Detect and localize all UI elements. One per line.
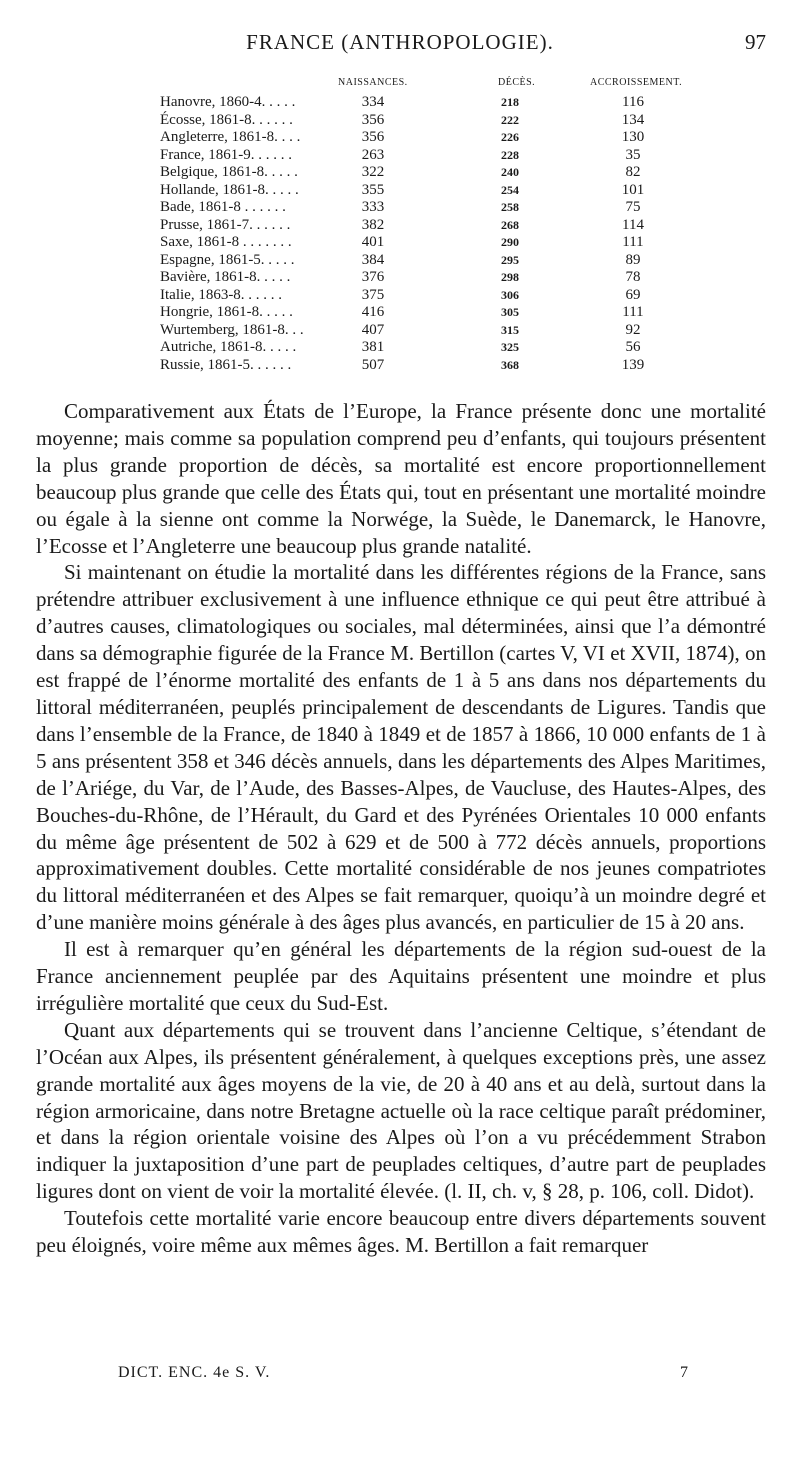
- cell-deces: 254: [501, 182, 519, 197]
- table-row: [160, 217, 720, 235]
- cell-deces: 218: [501, 95, 519, 109]
- cell-naissances: 376: [361, 269, 385, 285]
- cell-deces: 222: [501, 112, 519, 127]
- table-row: [160, 252, 720, 270]
- cell-naissances: 382: [361, 216, 385, 233]
- cell-pays: Saxe, 1861-8 . . . . . . .: [160, 234, 292, 250]
- paragraph: Il est à remarquer qu’en général les départements de la région sud-ouest de la France anciennement peuplée par des Aquitains présentent une moindre et plus irrégulière mortalité que ceux du Sud-Est.: [36, 937, 766, 1015]
- table-row: [160, 129, 720, 147]
- cell-deces: 306: [501, 287, 519, 302]
- column-header-naissances: NAISSANCES.: [338, 77, 408, 88]
- page-number: 97: [745, 30, 766, 54]
- table-row: [160, 112, 720, 130]
- signature-mark: DICT. ENC. 4e S. V.: [118, 1364, 271, 1381]
- table-row: [160, 304, 720, 322]
- cell-naissances: 322: [361, 164, 385, 180]
- cell-pays: Italie, 1863-8. . . . . .: [160, 286, 283, 303]
- cell-deces: 226: [501, 130, 519, 144]
- cell-accroissement: 69: [625, 286, 641, 303]
- cell-deces: 258: [501, 200, 519, 214]
- cell-deces: 290: [501, 235, 519, 249]
- cell-deces: 295: [501, 252, 519, 267]
- cell-accroissement: 56: [625, 339, 641, 355]
- body-text: [36, 398, 766, 1259]
- cell-accroissement: 134: [621, 111, 645, 128]
- table-row: [160, 234, 720, 252]
- cell-deces: 325: [501, 340, 519, 354]
- cell-pays: Bade, 1861-8 . . . . . .: [160, 199, 286, 215]
- paragraph: Comparativement aux États de l’Europe, la France présente donc une mortalité moyenne; mais comme sa population comprend peu d’enfants, qui toujours présentent la plus grande proportion de décès, sa mortalité est encore proportionnellement beaucoup plus grande que celle des États qui, tout en présentant une mortalité moindre ou égale à la sienne ont comme la Norwége, la Suède, le Danemarck, le Hanovre, l’Ecosse et l’Angleterre une beaucoup plus grande natalité.: [36, 399, 766, 558]
- cell-pays: Angleterre, 1861-8. . . .: [160, 129, 301, 145]
- cell-deces: 368: [501, 357, 519, 372]
- cell-naissances: 507: [361, 356, 385, 373]
- table-row: [160, 94, 720, 112]
- sheet-number: 7: [680, 1364, 688, 1381]
- cell-pays: Espagne, 1861-5. . . . .: [160, 251, 295, 268]
- cell-naissances: 401: [361, 234, 385, 250]
- cell-naissances: 263: [361, 146, 385, 163]
- cell-naissances: 407: [361, 321, 385, 338]
- table-header: [160, 74, 720, 94]
- cell-accroissement: 130: [621, 129, 645, 145]
- cell-deces: 305: [501, 305, 519, 319]
- paragraph: Quant aux départements qui se trouvent dans l’ancienne Celtique, s’étendant de l’Océan aux Alpes, ils présentent généralement, à quelques exceptions près, une assez grande mortalité aux âges moyens de la vie, de 20 à 40 ans et au delà, surtout dans la région armoricaine, dans notre Bretagne actuelle où la race celtique paraît prédominer, et dans la région orientale voisine des Alpes où l’on a vu précédemment Strabon indiquer la juxtaposition d’une part de peuplades celtiques, d’autre part de peuplades ligures dont on vient de voir la mortalité élevée. (l. II, ch. v, § 28, p. 106, coll. Didot).: [36, 1017, 766, 1204]
- cell-naissances: 381: [361, 339, 385, 355]
- cell-pays: Hongrie, 1861-8. . . . .: [160, 304, 293, 320]
- table-row: [160, 182, 720, 200]
- page-footer: [118, 1364, 688, 1388]
- cell-accroissement: 35: [625, 146, 641, 163]
- cell-pays: Wurtemberg, 1861-8. . .: [160, 321, 304, 338]
- cell-deces: 240: [501, 165, 519, 179]
- cell-naissances: 334: [361, 94, 385, 110]
- cell-accroissement: 111: [622, 304, 644, 320]
- paragraph: Toutefois cette mortalité varie encore beaucoup entre divers départements souvent peu éloignés, voire même aux mêmes âges. M. Bertillon a fait remarquer: [36, 1206, 766, 1258]
- table-row: [160, 322, 720, 340]
- cell-deces: 228: [501, 147, 519, 162]
- table-row: [160, 164, 720, 182]
- cell-accroissement: 114: [622, 216, 644, 233]
- table-body: [160, 94, 720, 374]
- table-row: [160, 269, 720, 287]
- cell-naissances: 356: [361, 111, 385, 128]
- running-title: FRANCE (ANTHROPOLOGIE).: [246, 30, 554, 54]
- cell-pays: Russie, 1861-5. . . . . .: [160, 356, 292, 373]
- cell-accroissement: 92: [625, 321, 641, 338]
- column-header-deces: DÉCÈS.: [498, 77, 536, 88]
- cell-accroissement: 82: [625, 164, 641, 180]
- cell-naissances: 384: [361, 251, 385, 268]
- column-header-accroissement: ACCROISSEMENT.: [590, 77, 683, 88]
- page-header: [0, 30, 800, 60]
- cell-naissances: 355: [361, 181, 385, 198]
- table-row: [160, 357, 720, 375]
- paragraph: Si maintenant on étudie la mortalité dans les différentes régions de la France, sans prétendre attribuer exclusivement à une influence ethnique ce qui peut être attribué à d’autres causes, climatologiques ou sociales, mal déterminées, ainsi que l’a démontré dans sa démographie figurée de la France M. Bertillon (cartes V, VI et XVII, 1874), on est frappé de l’énorme mortalité des enfants de 1 à 5 ans dans nos départements du littoral méditerranéen, peuplés principalement de descendants de Ligures. Tandis que dans l’ensemble de la France, de 1840 à 1849 et de 1857 à 1866, 10 000 enfants de 1 à 5 ans présentent 358 et 346 décès annuels, dans les départements des Alpes Maritimes, de l’Ariége, du Var, de l’Aude, des Basses-Alpes, de Vaucluse, des Hautes-Alpes, des Bouches-du-Rhône, de l’Hérault, du Gard et des Pyrénées Orientales 10 000 enfants du même âge présentent de 502 à 629 et de 500 à 772 décès annuels, proportions approximativement doubles. Cette mortalité considérable de nos jeunes compatriotes du littoral méditerranéen et des Alpes se fait remarquer, quoiqu’à un moindre degré et d’une manière moins générale à des âges plus avancés, en particulier de 15 à 20 ans.: [36, 560, 766, 935]
- cell-pays: Écosse, 1861-8. . . . . .: [160, 111, 293, 128]
- cell-accroissement: 101: [621, 181, 645, 198]
- cell-pays: Bavière, 1861-8. . . . .: [160, 269, 291, 285]
- cell-pays: Autriche, 1861-8. . . . .: [160, 339, 297, 355]
- cell-deces: 298: [501, 270, 519, 284]
- cell-accroissement: 78: [625, 269, 641, 285]
- cell-naissances: 416: [361, 304, 385, 320]
- cell-pays: Hanovre, 1860-4. . . . .: [160, 94, 296, 110]
- table-row: [160, 147, 720, 165]
- cell-accroissement: 116: [622, 94, 644, 110]
- cell-naissances: 333: [361, 199, 385, 215]
- table-row: [160, 339, 720, 357]
- statistics-table: [160, 74, 720, 374]
- cell-accroissement: 139: [621, 356, 645, 373]
- cell-pays: France, 1861-9. . . . . .: [160, 146, 293, 163]
- table-row: [160, 199, 720, 217]
- cell-deces: 268: [501, 217, 519, 232]
- cell-accroissement: 111: [622, 234, 644, 250]
- cell-deces: 315: [501, 322, 519, 337]
- cell-pays: Hollande, 1861-8. . . . .: [160, 181, 299, 198]
- cell-pays: Belgique, 1861-8. . . . .: [160, 164, 298, 180]
- cell-naissances: 375: [361, 286, 385, 303]
- cell-accroissement: 75: [625, 199, 641, 215]
- cell-pays: Prusse, 1861-7. . . . . .: [160, 216, 291, 233]
- cell-naissances: 356: [361, 129, 385, 145]
- table-row: [160, 287, 720, 305]
- cell-accroissement: 89: [625, 251, 641, 268]
